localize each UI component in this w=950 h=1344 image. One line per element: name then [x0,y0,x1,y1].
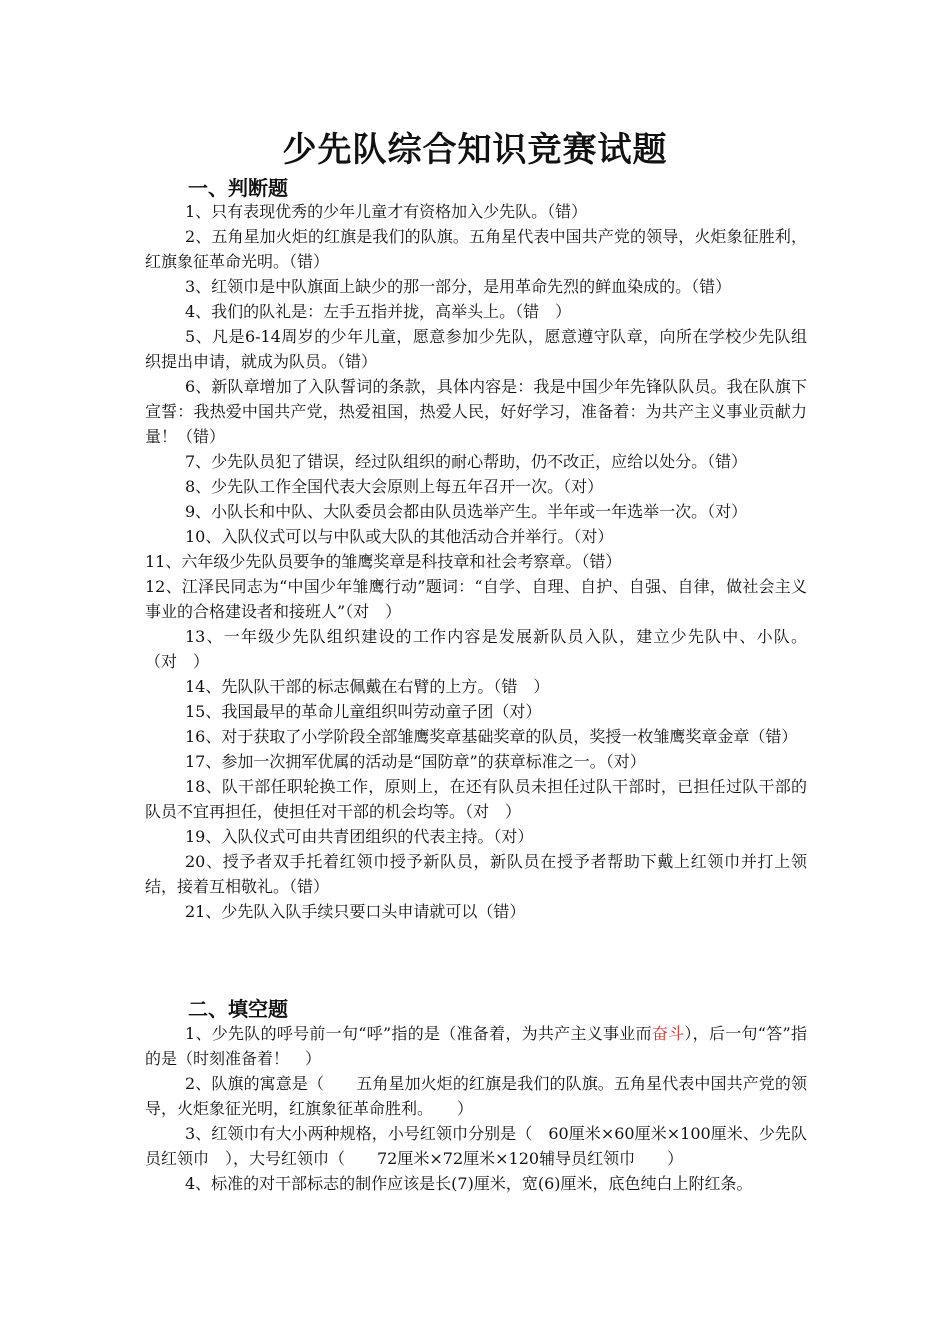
question-item: 20、授予者双手托着红领巾授予新队员，新队员在授予者帮助下戴上红领巾并打上领结，接着互相敬礼。（错） [145,852,807,896]
question-item: 3、红领巾有大小两种规格，小号红领巾分别是（ 60厘米×60厘米×100厘米、少先队员红领巾 ），大号红领巾（ 72厘米×72厘米×120辅导员红领巾 ） [145,1124,807,1168]
question-item: 13、一年级少先队组织建设的工作内容是发展新队员入队，建立少先队中、小队。（对 ） [145,627,807,671]
question-item: 6、新队章增加了入队誓词的条款，具体内容是：我是中国少年先锋队队员。我在队旗下宣誓：我热爱中国共产党，热爱祖国，热爱人民，好好学习，准备着：为共产主义事业贡献力量！（错） [145,377,807,446]
document-title: 少先队综合知识竞赛试题 [282,130,668,170]
fill-blank-questions [145,1021,807,1196]
question-item: 14、先队队干部的标志佩戴在右臂的上方。（错 ） [185,677,550,696]
question-item: 7、少先队员犯了错误，经过队组织的耐心帮助，仍不改正，应给以处分。（错） [185,452,748,471]
question-item: 2、五角星加火炬的红旗是我们的队旗。五角星代表中国共产党的领导，火炬象征胜利，红旗象征革命光明。（错） [145,227,807,271]
question-item: 8、少先队工作全国代表大会原则上每五年召开一次。（对） [185,477,604,496]
question-text: ），后一句“答”指的是（时刻准备着！ ） [145,1024,807,1068]
section-heading-true-false: 一、判断题 [188,176,288,200]
true-false-questions [145,199,807,924]
question-item: 15、我国最早的革命儿童组织叫劳动童子团（对） [185,702,542,721]
question-item: 19、入队仪式可由共青团组织的代表主持。（对） [185,827,534,846]
question-text: 1、少先队的呼号前一句“呼”指的是（准备着，为共产主义事业而 [185,1024,652,1043]
question-item: 9、小队长和中队、大队委员会都由队员选举产生。半年或一年选举一次。（对） [185,502,748,521]
question-item [145,1021,807,1071]
question-item: 17、参加一次拥军优属的活动是“国防章”的获章标准之一。（对） [185,752,646,771]
question-item: 5、凡是6-14周岁的少年儿童，愿意参加少先队，愿意遵守队章，向所在学校少先队组织提出申请，就成为队员。（错） [145,327,807,371]
highlighted-answer: 奋斗 [651,1024,685,1043]
question-item: 18、队干部任职轮换工作，原则上，在还有队员未担任过队干部时，已担任过队干部的队员不宜再担任，使担任对干部的机会均等。（对 ） [145,777,807,821]
question-item: 4、标准的对干部标志的制作应该是长(7)厘米，宽(6)厘米，底色纯白上附红条。 [185,1174,753,1193]
question-item: 10、入队仪式可以与中队或大队的其他活动合并举行。（对） [185,527,614,546]
question-item: 11、六年级少先队员要争的雏鹰奖章是科技章和社会考察章。（错） [145,552,622,571]
question-item: 21、少先队入队手续只要口头申请就可以（错） [185,902,526,921]
question-item: 2、队旗的寓意是（ 五角星加火炬的红旗是我们的队旗。五角星代表中国共产党的领导，火炬象征光明，红旗象征革命胜利。 ） [145,1074,807,1118]
question-item: 1、只有表现优秀的少年儿童才有资格加入少先队。（错） [185,202,588,221]
question-item: 3、红领巾是中队旗面上缺少的那一部分，是用革命先烈的鲜血染成的。（错） [185,277,732,296]
section-heading-fill-blank: 二、填空题 [188,997,288,1021]
question-item: 12、江泽民同志为“中国少年雏鹰行动”题词：“自学、自理、自护、自强、自律，做社会主义事业的合格建设者和接班人”（对 ） [145,577,807,621]
question-item: 16、对于获取了小学阶段全部雏鹰奖章基础奖章的队员，奖授一枚雏鹰奖章金章（错） [185,727,798,746]
question-item: 4、我们的队礼是：左手五指并拢，高举头上。（错 ） [185,302,572,321]
